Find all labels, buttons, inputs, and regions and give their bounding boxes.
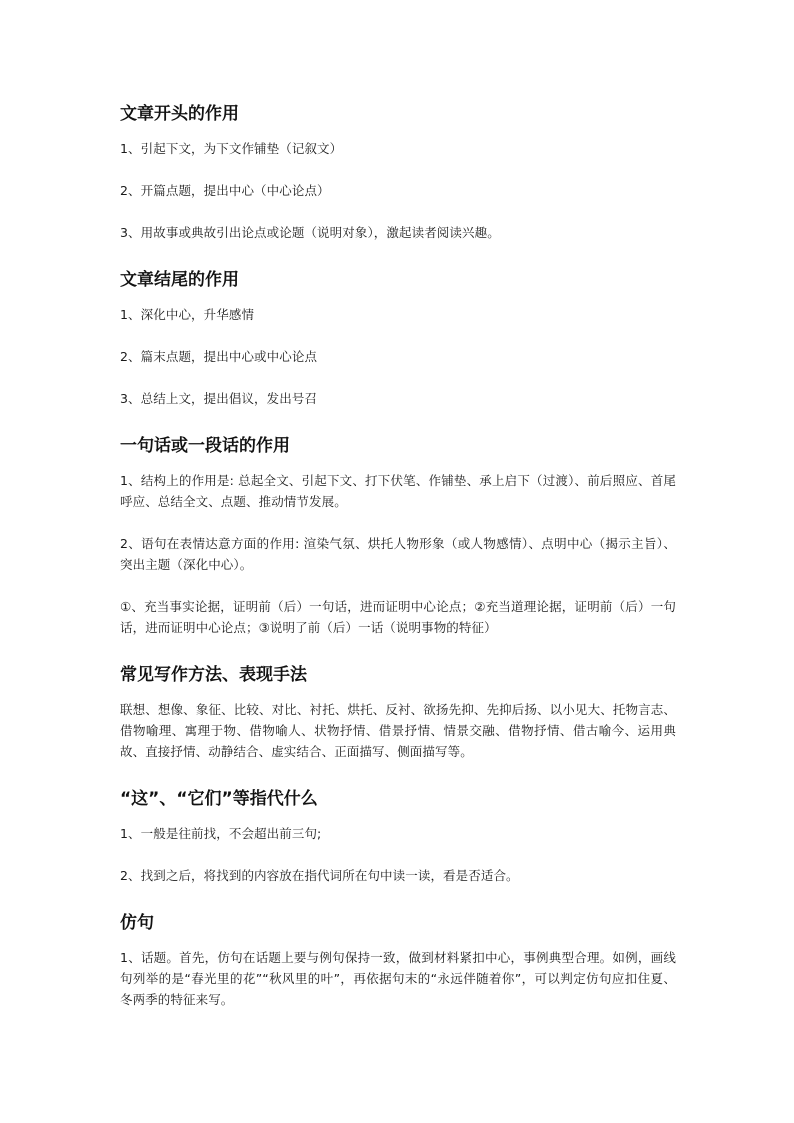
section-title: 仿句 <box>120 913 154 933</box>
section-title: 文章结尾的作用 <box>120 270 239 290</box>
document-content <box>120 98 676 1031</box>
section-sentence-function <box>120 430 676 638</box>
section-opening <box>120 98 676 243</box>
section-title: 一句话或一段话的作用 <box>120 436 290 456</box>
paragraph: 联想、想像、象征、比较、对比、衬托、烘托、反衬、欲扬先抑、先抑后扬、以小见大、托物言志、借物喻理、寓理于物、借物喻人、状物抒情、借景抒情、情景交融、借物抒情、借古喻今、运用典故、直接抒情、动静结合、虚实结合、正面描写、侧面描写等。 <box>120 702 676 759</box>
paragraph: 1、深化中心，升华感情 <box>120 307 255 322</box>
paragraph: 1、一般是往前找，不会超出前三句; <box>120 826 322 841</box>
section-title: 常见写作方法、表现手法 <box>120 665 307 685</box>
paragraph: 1、结构上的作用是: 总起全文、引起下文、打下伏笔、作铺垫、承上启下（过渡）、前后照应、首尾呼应、总结全文、点题、推动情节发展。 <box>120 473 676 509</box>
paragraph: 1、话题。首先，仿句在话题上要与例句保持一致，做到材料紧扣中心，事例典型合理。如例，画线句列举的是“春光里的花”“秋风里的叶”，再依据句末的“永远伴随着你”，可以判定仿句应扣住夏、冬两季的特征来写。 <box>120 950 676 1007</box>
paragraph: 3、总结上文，提出倡议，发出号召 <box>120 391 318 406</box>
paragraph: 1、引起下文，为下文作铺垫（记叙文） <box>120 141 343 156</box>
section-title: “这”、“它们”等指代什么 <box>120 789 318 809</box>
paragraph: 3、用故事或典故引出论点或论题（说明对象），激起读者阅读兴趣。 <box>120 225 500 240</box>
paragraph: 2、篇末点题，提出中心或中心论点 <box>120 349 318 364</box>
section-writing-methods <box>120 659 676 762</box>
paragraph: 2、语句在表情达意方面的作用: 渲染气氛、烘托人物形象（或人物感情）、点明中心（揭示主旨）、突出主题（深化中心）。 <box>120 536 676 572</box>
paragraph: ①、充当事实论据，证明前（后）一句话，进而证明中心论点；②充当道理论据，证明前（后）一句话，进而证明中心论点；③说明了前（后）一话（说明事物的特征） <box>120 599 676 635</box>
section-imitation-sentences <box>120 907 676 1010</box>
section-title: 文章开头的作用 <box>120 104 239 124</box>
section-ending <box>120 264 676 409</box>
paragraph: 2、找到之后，将找到的内容放在指代词所在句中读一读，看是否适合。 <box>120 868 519 883</box>
section-pronoun-reference <box>120 783 676 886</box>
paragraph: 2、开篇点题，提出中心（中心论点） <box>120 183 330 198</box>
